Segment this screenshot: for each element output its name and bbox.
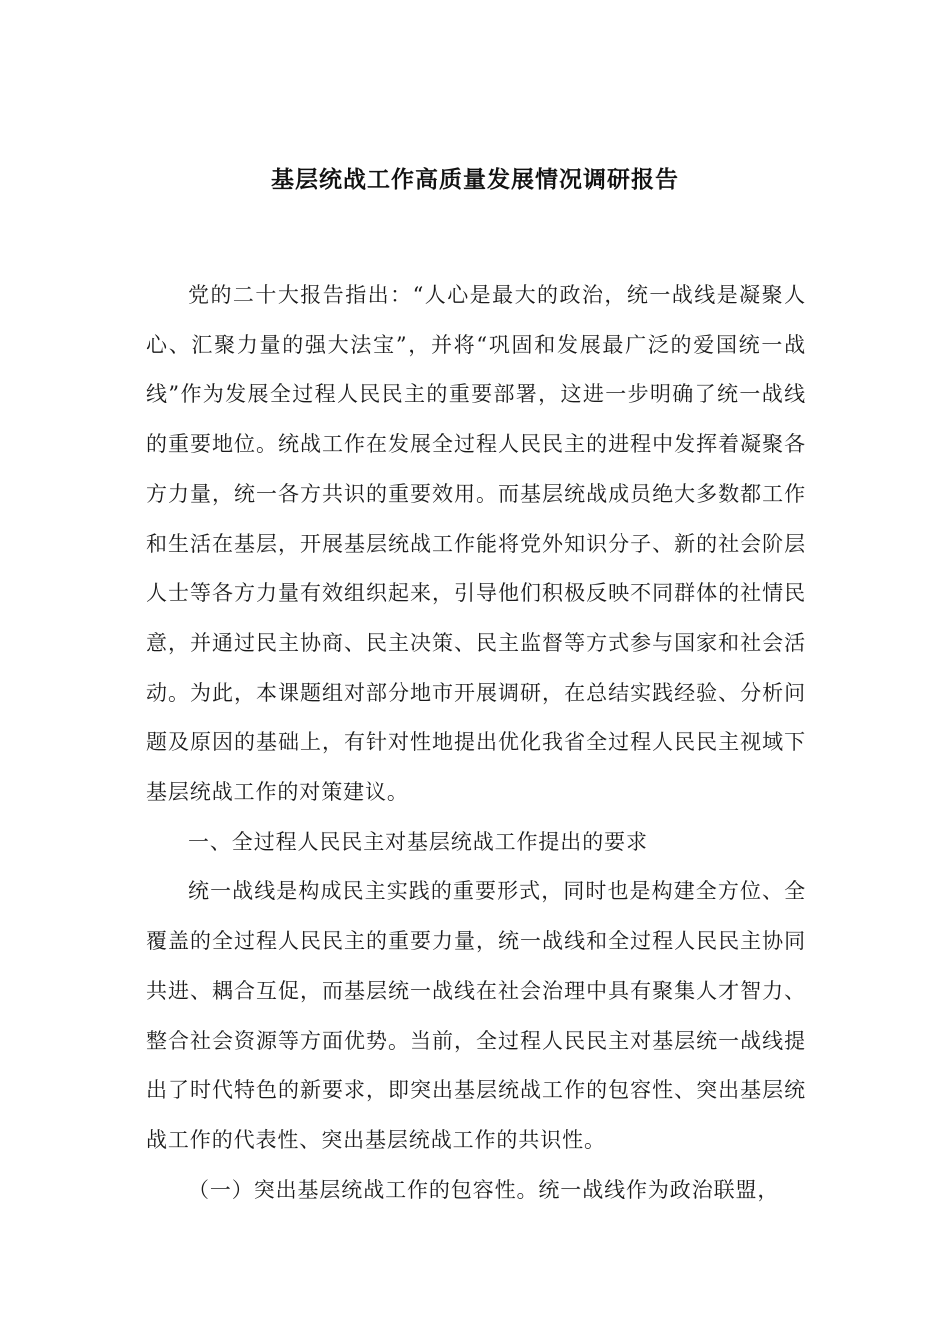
section-heading-1: 一、全过程人民民主对基层统战工作提出的要求	[188, 829, 648, 854]
paragraph-subsection-1: （一）突出基层统战工作的包容性。统一战线作为政治联盟，	[188, 1177, 780, 1202]
document-body	[146, 271, 806, 1215]
paragraph-intro: 党的二十大报告指出：“人心是最大的政治，统一战线是凝聚人心、汇聚力量的强大法宝”，并将“巩固和发展最广泛的爱国统一战线”作为发展全过程人民民主的重要部署，这进一步明确了统一战线的重要地位。统战工作在发展全过程人民民主的进程中发挥着凝聚各方力量，统一各方共识的重要效用。而基层统战成员绝大多数都工作和生活在基层，开展基层统战工作能将党外知识分子、新的社会阶层人士等各方力量有效组织起来，引导他们积极反映不同群体的社情民意，并通过民主协商、民主决策、民主监督等方式参与国家和社会活动。为此，本课题组对部分地市开展调研，在总结实践经验、分析问题及原因的基础上，有针对性地提出优化我省全过程人民民主视域下基层统战工作的对策建议。	[146, 283, 806, 805]
paragraph-section-1: 统一战线是构成民主实践的重要形式，同时也是构建全方位、全覆盖的全过程人民民主的重要力量，统一战线和全过程人民民主协同共进、耦合互促，而基层统一战线在社会治理中具有聚集人才智力、整合社会资源等方面优势。当前，全过程人民民主对基层统一战线提出了时代特色的新要求，即突出基层统战工作的包容性、突出基层统战工作的代表性、突出基层统战工作的共识性。	[146, 879, 806, 1152]
document-title: 基层统战工作高质量发展情况调研报告	[271, 166, 679, 193]
